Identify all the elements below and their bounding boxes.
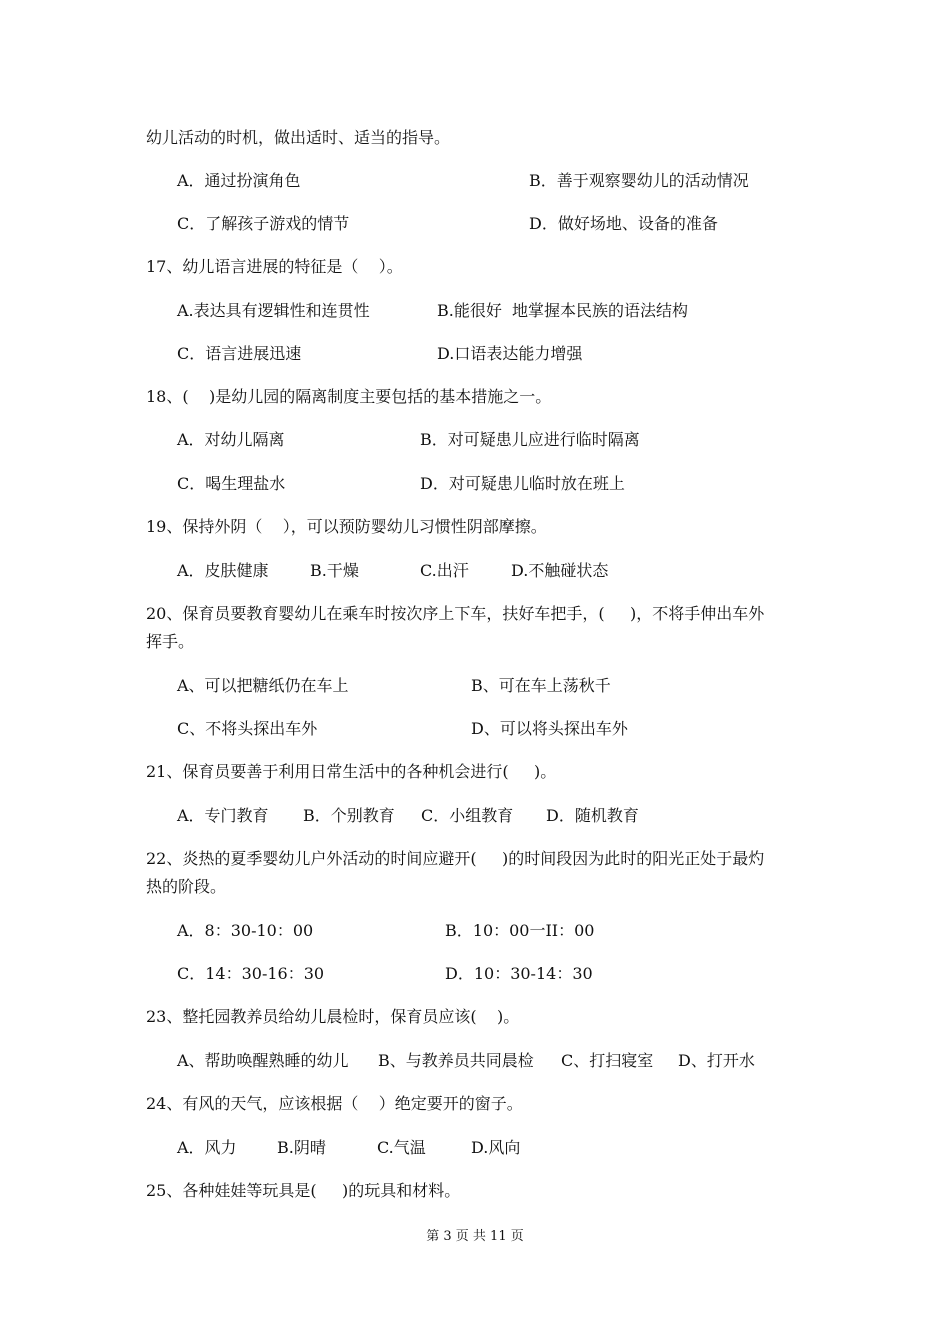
q21-option-d: D．随机教育 [546,806,639,825]
q24-option-a: A．风力 [177,1138,237,1157]
q20-text-line1: 20、保育员要教育婴幼儿在乘车时按次序上下车，扶好车把手，( )，不将手伸出车外 [146,604,765,623]
q18-option-b: B．对可疑患儿应进行临时隔离 [420,430,640,449]
q17-option-a: A.表达具有逻辑性和连贯性 [177,301,370,320]
q23-option-b: B、与教养员共同晨检 [378,1051,534,1070]
q23-text: 23、整托园教养员给幼儿晨检时，保育员应该( )。 [146,1007,520,1026]
q23-option-d: D、打开水 [678,1051,755,1070]
q24-option-b: B.阴晴 [277,1138,326,1157]
q22-option-b: B．10：00一II：00 [445,921,595,940]
page-footer: 第 3 页 共 11 页 [426,1229,524,1244]
q17-option-b: B.能很好 地掌握本民族的语法结构 [437,301,689,320]
q24-option-c: C.气温 [377,1138,426,1157]
q22-option-d: D．10：30-14：30 [445,964,593,983]
q18-text: 18、( )是幼儿园的隔离制度主要包括的基本措施之一。 [146,387,552,406]
q20-option-b: B、可在车上荡秋千 [471,676,611,695]
q21-option-c: C．小组教育 [421,806,514,825]
q24-text: 24、有风的天气，应该根据（ ）绝定要开的窗子。 [146,1094,523,1113]
q23-option-a: A、帮助唤醒熟睡的幼儿 [177,1051,349,1070]
q21-option-b: B．个别教育 [303,806,395,825]
q19-option-d: D.不触碰状态 [511,561,609,580]
q20-option-c: C、不将头探出车外 [177,719,318,738]
q25-text: 25、各种娃娃等玩具是( )的玩具和材料。 [146,1181,461,1200]
q22-option-a: A．8：30-10：00 [177,921,314,940]
q18-option-a: A．对幼儿隔离 [177,430,285,449]
q17-option-d: D.口语表达能力增强 [437,344,583,363]
q16-option-a: A．通过扮演角色 [177,171,301,190]
q20-option-a: A、可以把糖纸仍在车上 [177,676,349,695]
q17-text: 17、幼儿语言进展的特征是（ ）。 [146,257,403,276]
q23-option-c: C、打扫寝室 [561,1051,654,1070]
q17-option-c: C．语言进展迅速 [177,344,302,363]
q18-option-d: D．对可疑患儿临时放在班上 [420,474,625,493]
q19-option-b: B.干燥 [310,561,359,580]
q22-text-line1: 22、炎热的夏季婴幼儿户外活动的时间应避开( )的时间段因为此时的阳光正处于最灼 [146,849,765,868]
q16-option-c: C．了解孩子游戏的情节 [177,214,350,233]
q16-option-b: B．善于观察婴幼儿的活动情况 [529,171,749,190]
q19-option-a: A．皮肤健康 [177,561,269,580]
q22-text-line2: 热的阶段。 [146,877,227,896]
q22-option-c: C．14：30-16：30 [177,964,325,983]
q20-text-line2: 挥手。 [146,632,195,651]
intro-line: 幼儿活动的时机，做出适时、适当的指导。 [146,128,451,147]
q19-option-c: C.出汗 [420,561,469,580]
q24-option-d: D.风向 [471,1138,521,1157]
q18-option-c: C．喝生理盐水 [177,474,286,493]
q20-option-d: D、可以将头探出车外 [471,719,628,738]
q16-option-d: D．做好场地、设备的准备 [529,214,718,233]
q19-text: 19、保持外阴（ ），可以预防婴幼儿习惯性阴部摩擦。 [146,517,547,536]
q21-option-a: A．专门教育 [177,806,269,825]
q21-text: 21、保育员要善于利用日常生活中的各种机会进行( )。 [146,762,557,781]
